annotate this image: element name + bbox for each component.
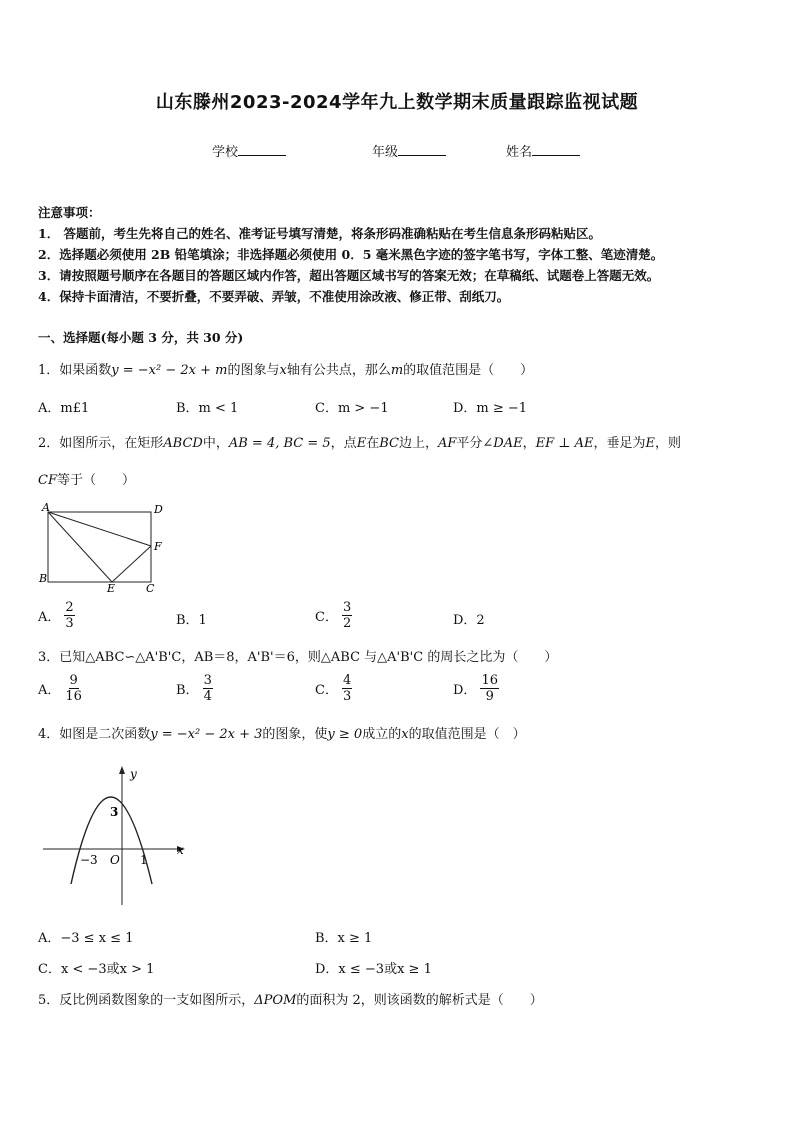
q2-text: 等于（ ） [56,473,135,488]
question-3: 3．已知△ABC∽△A'B'C，AB＝8，A'B'＝6，则△ABC 与△A'B'C 的周长之比为（ ） [38,650,558,665]
q1-text: 的取值范围是（ ） [403,363,534,378]
question-5 [38,989,543,1008]
q2-formula: AB = 4, BC = 5 [228,436,331,451]
q1-var: m [390,363,404,378]
q2-var: E [356,436,367,451]
q1-var: x [279,363,287,378]
parabola-figure [40,760,190,910]
figure-label-d: D [154,503,163,516]
q1-option-a[interactable]: A．m£1 [38,401,90,416]
note-item: 4．保持卡面清洁，不要折叠，不要弄破、弄皱，不准使用涂改液、修正带、刮纸刀。 [38,289,510,304]
section-heading: 一、选择题(每小题 3 分，共 30 分) [38,330,244,345]
option-label: A． [38,683,61,698]
fraction [480,673,499,704]
name-blank [532,143,580,156]
q4-var: x [401,727,409,742]
q1-option-b[interactable]: B．m < 1 [176,401,239,416]
denominator: 3 [342,689,352,704]
axis-label-y: y [130,767,137,781]
q4-option-b[interactable]: B．x ≥ 1 [315,931,373,946]
q4-option-d[interactable]: D．x ≤ −3或x ≥ 1 [315,962,432,977]
q4-formula: y = −x² − 2x + 3 [150,727,263,742]
grade-field [372,141,446,160]
q2-var: CF [38,473,57,488]
figure-label-a: A [42,501,50,514]
option-label: C． [315,610,338,625]
origin-label: O [110,853,120,867]
question-1 [38,359,533,378]
numerator: 9 [69,673,78,688]
name-field [506,141,580,160]
q1-text: 的图象与 [227,363,280,378]
fraction [64,673,83,704]
q2-text: ， [522,436,536,451]
school-field [212,141,286,160]
root-label-neg3: −3 [80,853,98,867]
q1-option-c[interactable]: C．m > −1 [315,401,389,416]
school-blank [238,143,286,156]
q2-var: BC [379,436,399,451]
q1-option-d[interactable]: D．m ≥ −1 [453,401,528,416]
denominator: 3 [65,616,74,631]
q2-text: 边上， [398,436,438,451]
option-label: B． [176,683,199,698]
numerator: 16 [481,673,498,688]
question-2 [38,432,681,451]
grade-label: 年级 [372,145,399,160]
question-4 [38,723,526,742]
q2-text: 中， [202,436,229,451]
q5-formula: ΔPOM [254,993,297,1008]
numerator: 3 [203,673,212,688]
q2-text: 平分 [456,436,483,451]
grade-blank [398,143,446,156]
note-item: 3．请按照题号顺序在各题目的答题区域内作答，超出答题区域书写的答案无效；在草稿纸、试题卷上答题无效。 [38,268,660,283]
q4-text: 成立的 [362,727,402,742]
q4-option-a[interactable]: A．−3 ≤ x ≤ 1 [38,931,134,946]
figure-label-c: C [146,582,155,594]
q4-text: 的取值范围是（ ） [408,727,526,742]
school-label: 学校 [212,145,239,160]
q1-formula: y = −x² − 2x + m [111,363,228,378]
denominator: 16 [65,689,82,704]
q5-text: 的面积为 2，则该函数的解析式是（ ） [296,993,543,1008]
q3-option-d[interactable] [453,673,499,704]
fraction [203,673,213,704]
name-label: 姓名 [506,145,533,160]
denominator: 9 [485,689,494,704]
q2-text: ，垂足为 [593,436,646,451]
numerator: 2 [65,600,74,615]
denominator: 2 [342,616,352,631]
q2-var: E [645,436,656,451]
q3-option-a[interactable] [38,673,83,704]
notes-title: 注意事项： [38,205,101,220]
q2-text: 在 [366,436,380,451]
q1-text: 轴有公共点，那么 [286,363,391,378]
option-label: D． [453,683,477,698]
q2-option-c[interactable] [315,600,352,631]
note-item: 2．选择题必须使用 2B 铅笔填涂；非选择题必须使用 0．5 毫米黑色字迹的签字笔书写，字体工整、笔迹清楚。 [38,247,664,262]
numerator: 3 [342,600,352,615]
q4-formula: y ≥ 0 [327,727,363,742]
denominator: 4 [203,689,212,704]
root-label-1: 1 [140,853,148,867]
q3-option-c[interactable] [315,673,352,704]
q1-text: 1．如果函数 [38,363,112,378]
rectangle-figure [36,500,168,594]
q2-option-d[interactable]: D．2 [453,613,485,628]
q3-option-b[interactable] [176,673,213,704]
q2-text: 2．如图所示，在矩形 [38,436,164,451]
option-label: C． [315,683,338,698]
axis-label-x: x [177,843,184,857]
fraction [342,673,352,704]
exam-title: 山东滕州2023-2024学年九上数学期末质量跟踪监视试题 [155,92,639,113]
q2-var: AF [437,436,457,451]
q2-text: ，则 [655,436,682,451]
question-2-line-2 [38,469,135,488]
q2-text: ，点 [330,436,357,451]
option-label: A． [38,610,61,625]
figure-label-f: F [154,540,162,553]
q2-option-b[interactable]: B．1 [176,613,207,628]
q4-option-c[interactable]: C．x < −3或x > 1 [38,962,155,977]
fraction [342,600,352,631]
intercept-label-3: 3 [110,805,119,819]
figure-label-b: B [39,572,48,585]
q2-var: ABCD [163,436,203,451]
q2-formula: EF ⊥ AE [535,436,594,451]
q5-text: 5．反比例函数图象的一支如图所示， [38,993,255,1008]
note-item: 1． 答题前，考生先将自己的姓名、准考证号填写清楚，将条形码准确粘贴在考生信息条形码粘贴区。 [38,226,602,241]
numerator: 4 [342,673,352,688]
fraction [64,600,74,631]
q4-text: 的图象，使 [262,727,328,742]
q4-text: 4．如图是二次函数 [38,727,151,742]
figure-label-e: E [107,582,116,594]
q2-option-a[interactable] [38,600,75,631]
q2-formula: ∠DAE [482,436,523,451]
